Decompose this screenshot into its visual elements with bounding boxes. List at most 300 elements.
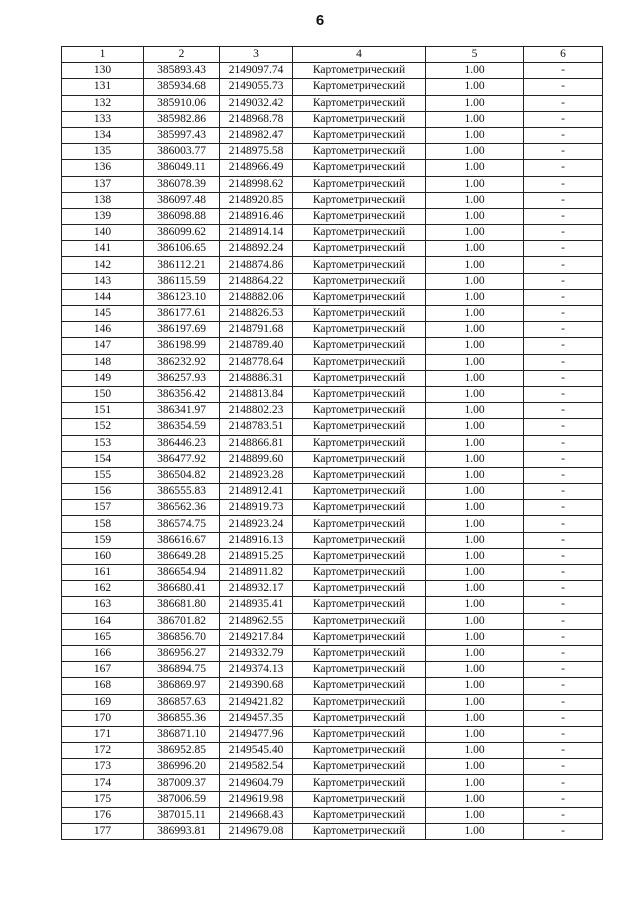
point-number-cell: 146 <box>62 322 144 338</box>
table-row <box>62 370 603 386</box>
point-number-cell: 142 <box>62 257 144 273</box>
table-row <box>62 192 603 208</box>
point-number-cell: 171 <box>62 726 144 742</box>
table-row <box>62 629 603 645</box>
method-cell: Картометрический <box>293 306 426 322</box>
accuracy-cell: 1.00 <box>426 354 524 370</box>
accuracy-cell: 1.00 <box>426 775 524 791</box>
accuracy-cell: 1.00 <box>426 79 524 95</box>
table-row <box>62 678 603 694</box>
point-number-cell: 158 <box>62 516 144 532</box>
method-cell: Картометрический <box>293 289 426 305</box>
note-cell: - <box>524 581 603 597</box>
accuracy-cell: 1.00 <box>426 807 524 823</box>
y-coordinate-cell: 2148975.58 <box>220 144 293 160</box>
x-coordinate-cell: 386356.42 <box>144 386 220 402</box>
point-number-cell: 164 <box>62 613 144 629</box>
point-number-cell: 159 <box>62 532 144 548</box>
accuracy-cell: 1.00 <box>426 338 524 354</box>
method-cell: Картометрический <box>293 176 426 192</box>
note-cell: - <box>524 678 603 694</box>
method-cell: Картометрический <box>293 386 426 402</box>
accuracy-cell: 1.00 <box>426 95 524 111</box>
point-number-cell: 173 <box>62 759 144 775</box>
method-cell: Картометрический <box>293 726 426 742</box>
column-header: 6 <box>524 47 603 63</box>
point-number-cell: 133 <box>62 111 144 127</box>
method-cell: Картометрический <box>293 144 426 160</box>
y-coordinate-cell: 2149217.84 <box>220 629 293 645</box>
method-cell: Картометрический <box>293 435 426 451</box>
accuracy-cell: 1.00 <box>426 548 524 564</box>
note-cell: - <box>524 160 603 176</box>
accuracy-cell: 1.00 <box>426 581 524 597</box>
note-cell: - <box>524 759 603 775</box>
y-coordinate-cell: 2148802.23 <box>220 403 293 419</box>
x-coordinate-cell: 386649.28 <box>144 548 220 564</box>
note-cell: - <box>524 127 603 143</box>
x-coordinate-cell: 386354.59 <box>144 419 220 435</box>
x-coordinate-cell: 386177.61 <box>144 306 220 322</box>
x-coordinate-cell: 386341.97 <box>144 403 220 419</box>
table-row <box>62 386 603 402</box>
note-cell: - <box>524 338 603 354</box>
point-number-cell: 143 <box>62 273 144 289</box>
note-cell: - <box>524 694 603 710</box>
method-cell: Картометрический <box>293 743 426 759</box>
coordinates-table <box>61 46 603 840</box>
note-cell: - <box>524 144 603 160</box>
method-cell: Картометрический <box>293 710 426 726</box>
table-row <box>62 726 603 742</box>
method-cell: Картометрический <box>293 111 426 127</box>
point-number-cell: 172 <box>62 743 144 759</box>
note-cell: - <box>524 532 603 548</box>
column-header: 3 <box>220 47 293 63</box>
method-cell: Картометрический <box>293 160 426 176</box>
table-row <box>62 176 603 192</box>
x-coordinate-cell: 386198.99 <box>144 338 220 354</box>
point-number-cell: 153 <box>62 435 144 451</box>
point-number-cell: 139 <box>62 208 144 224</box>
y-coordinate-cell: 2148982.47 <box>220 127 293 143</box>
y-coordinate-cell: 2148916.13 <box>220 532 293 548</box>
accuracy-cell: 1.00 <box>426 451 524 467</box>
method-cell: Картометрический <box>293 403 426 419</box>
point-number-cell: 135 <box>62 144 144 160</box>
table-row <box>62 710 603 726</box>
page-number: 6 <box>315 12 325 29</box>
accuracy-cell: 1.00 <box>426 225 524 241</box>
x-coordinate-cell: 387015.11 <box>144 807 220 823</box>
point-number-cell: 165 <box>62 629 144 645</box>
accuracy-cell: 1.00 <box>426 694 524 710</box>
method-cell: Картометрический <box>293 629 426 645</box>
note-cell: - <box>524 225 603 241</box>
y-coordinate-cell: 2149332.79 <box>220 645 293 661</box>
point-number-cell: 170 <box>62 710 144 726</box>
point-number-cell: 141 <box>62 241 144 257</box>
x-coordinate-cell: 386681.80 <box>144 597 220 613</box>
accuracy-cell: 1.00 <box>426 710 524 726</box>
note-cell: - <box>524 63 603 79</box>
method-cell: Картометрический <box>293 370 426 386</box>
table-row <box>62 791 603 807</box>
y-coordinate-cell: 2148789.40 <box>220 338 293 354</box>
note-cell: - <box>524 95 603 111</box>
method-cell: Картометрический <box>293 192 426 208</box>
note-cell: - <box>524 370 603 386</box>
method-cell: Картометрический <box>293 694 426 710</box>
x-coordinate-cell: 387009.37 <box>144 775 220 791</box>
y-coordinate-cell: 2149055.73 <box>220 79 293 95</box>
x-coordinate-cell: 386257.93 <box>144 370 220 386</box>
x-coordinate-cell: 386099.62 <box>144 225 220 241</box>
x-coordinate-cell: 386078.39 <box>144 176 220 192</box>
y-coordinate-cell: 2149679.08 <box>220 824 293 840</box>
accuracy-cell: 1.00 <box>426 208 524 224</box>
accuracy-cell: 1.00 <box>426 370 524 386</box>
method-cell: Картометрический <box>293 257 426 273</box>
note-cell: - <box>524 726 603 742</box>
x-coordinate-cell: 386446.23 <box>144 435 220 451</box>
point-number-cell: 137 <box>62 176 144 192</box>
accuracy-cell: 1.00 <box>426 192 524 208</box>
method-cell: Картометрический <box>293 759 426 775</box>
table-row <box>62 419 603 435</box>
accuracy-cell: 1.00 <box>426 127 524 143</box>
x-coordinate-cell: 386701.82 <box>144 613 220 629</box>
table-row <box>62 532 603 548</box>
note-cell: - <box>524 322 603 338</box>
method-cell: Картометрический <box>293 824 426 840</box>
y-coordinate-cell: 2148882.06 <box>220 289 293 305</box>
x-coordinate-cell: 386654.94 <box>144 565 220 581</box>
accuracy-cell: 1.00 <box>426 597 524 613</box>
x-coordinate-cell: 386097.48 <box>144 192 220 208</box>
method-cell: Картометрический <box>293 565 426 581</box>
y-coordinate-cell: 2149457.35 <box>220 710 293 726</box>
method-cell: Картометрический <box>293 63 426 79</box>
point-number-cell: 163 <box>62 597 144 613</box>
y-coordinate-cell: 2148923.24 <box>220 516 293 532</box>
y-coordinate-cell: 2148899.60 <box>220 451 293 467</box>
x-coordinate-cell: 386098.88 <box>144 208 220 224</box>
method-cell: Картометрический <box>293 791 426 807</box>
point-number-cell: 175 <box>62 791 144 807</box>
y-coordinate-cell: 2148874.86 <box>220 257 293 273</box>
note-cell: - <box>524 419 603 435</box>
accuracy-cell: 1.00 <box>426 613 524 629</box>
accuracy-cell: 1.00 <box>426 273 524 289</box>
method-cell: Картометрический <box>293 225 426 241</box>
note-cell: - <box>524 306 603 322</box>
table-row <box>62 662 603 678</box>
note-cell: - <box>524 354 603 370</box>
point-number-cell: 144 <box>62 289 144 305</box>
accuracy-cell: 1.00 <box>426 289 524 305</box>
table-row <box>62 289 603 305</box>
method-cell: Картометрический <box>293 532 426 548</box>
method-cell: Картометрический <box>293 613 426 629</box>
x-coordinate-cell: 387006.59 <box>144 791 220 807</box>
y-coordinate-cell: 2148778.64 <box>220 354 293 370</box>
x-coordinate-cell: 386574.75 <box>144 516 220 532</box>
accuracy-cell: 1.00 <box>426 743 524 759</box>
y-coordinate-cell: 2148923.28 <box>220 467 293 483</box>
table-row <box>62 257 603 273</box>
point-number-cell: 174 <box>62 775 144 791</box>
x-coordinate-cell: 386123.10 <box>144 289 220 305</box>
method-cell: Картометрический <box>293 354 426 370</box>
table-row <box>62 516 603 532</box>
method-cell: Картометрический <box>293 127 426 143</box>
x-coordinate-cell: 386562.36 <box>144 500 220 516</box>
method-cell: Картометрический <box>293 338 426 354</box>
y-coordinate-cell: 2148791.68 <box>220 322 293 338</box>
table-row <box>62 645 603 661</box>
note-cell: - <box>524 435 603 451</box>
accuracy-cell: 1.00 <box>426 306 524 322</box>
point-number-cell: 140 <box>62 225 144 241</box>
accuracy-cell: 1.00 <box>426 824 524 840</box>
point-number-cell: 157 <box>62 500 144 516</box>
point-number-cell: 134 <box>62 127 144 143</box>
y-coordinate-cell: 2148911.82 <box>220 565 293 581</box>
table-row <box>62 354 603 370</box>
accuracy-cell: 1.00 <box>426 419 524 435</box>
x-coordinate-cell: 386952.85 <box>144 743 220 759</box>
point-number-cell: 161 <box>62 565 144 581</box>
note-cell: - <box>524 565 603 581</box>
method-cell: Картометрический <box>293 451 426 467</box>
point-number-cell: 145 <box>62 306 144 322</box>
note-cell: - <box>524 386 603 402</box>
y-coordinate-cell: 2148892.24 <box>220 241 293 257</box>
note-cell: - <box>524 548 603 564</box>
accuracy-cell: 1.00 <box>426 500 524 516</box>
accuracy-cell: 1.00 <box>426 176 524 192</box>
note-cell: - <box>524 613 603 629</box>
accuracy-cell: 1.00 <box>426 484 524 500</box>
method-cell: Картометрический <box>293 79 426 95</box>
y-coordinate-cell: 2148866.81 <box>220 435 293 451</box>
x-coordinate-cell: 386555.83 <box>144 484 220 500</box>
y-coordinate-cell: 2148962.55 <box>220 613 293 629</box>
note-cell: - <box>524 775 603 791</box>
x-coordinate-cell: 386857.63 <box>144 694 220 710</box>
method-cell: Картометрический <box>293 484 426 500</box>
note-cell: - <box>524 597 603 613</box>
point-number-cell: 177 <box>62 824 144 840</box>
x-coordinate-cell: 386616.67 <box>144 532 220 548</box>
note-cell: - <box>524 629 603 645</box>
table-row <box>62 548 603 564</box>
x-coordinate-cell: 386993.81 <box>144 824 220 840</box>
y-coordinate-cell: 2148932.17 <box>220 581 293 597</box>
point-number-cell: 138 <box>62 192 144 208</box>
point-number-cell: 156 <box>62 484 144 500</box>
x-coordinate-cell: 386115.59 <box>144 273 220 289</box>
y-coordinate-cell: 2148915.25 <box>220 548 293 564</box>
accuracy-cell: 1.00 <box>426 565 524 581</box>
x-coordinate-cell: 386871.10 <box>144 726 220 742</box>
accuracy-cell: 1.00 <box>426 257 524 273</box>
y-coordinate-cell: 2149545.40 <box>220 743 293 759</box>
table-row <box>62 807 603 823</box>
point-number-cell: 176 <box>62 807 144 823</box>
x-coordinate-cell: 386232.92 <box>144 354 220 370</box>
point-number-cell: 136 <box>62 160 144 176</box>
column-header: 2 <box>144 47 220 63</box>
column-header: 1 <box>62 47 144 63</box>
note-cell: - <box>524 111 603 127</box>
y-coordinate-cell: 2148935.41 <box>220 597 293 613</box>
table-row <box>62 127 603 143</box>
column-header: 5 <box>426 47 524 63</box>
table-row <box>62 824 603 840</box>
y-coordinate-cell: 2148886.31 <box>220 370 293 386</box>
accuracy-cell: 1.00 <box>426 759 524 775</box>
x-coordinate-cell: 385982.86 <box>144 111 220 127</box>
accuracy-cell: 1.00 <box>426 160 524 176</box>
accuracy-cell: 1.00 <box>426 322 524 338</box>
note-cell: - <box>524 824 603 840</box>
accuracy-cell: 1.00 <box>426 403 524 419</box>
method-cell: Картометрический <box>293 678 426 694</box>
x-coordinate-cell: 386894.75 <box>144 662 220 678</box>
note-cell: - <box>524 484 603 500</box>
method-cell: Картометрический <box>293 241 426 257</box>
method-cell: Картометрический <box>293 807 426 823</box>
note-cell: - <box>524 807 603 823</box>
accuracy-cell: 1.00 <box>426 241 524 257</box>
accuracy-cell: 1.00 <box>426 386 524 402</box>
accuracy-cell: 1.00 <box>426 791 524 807</box>
x-coordinate-cell: 386477.92 <box>144 451 220 467</box>
note-cell: - <box>524 645 603 661</box>
x-coordinate-cell: 386869.97 <box>144 678 220 694</box>
method-cell: Картометрический <box>293 273 426 289</box>
accuracy-cell: 1.00 <box>426 435 524 451</box>
note-cell: - <box>524 241 603 257</box>
method-cell: Картометрический <box>293 645 426 661</box>
method-cell: Картометрический <box>293 662 426 678</box>
table-row <box>62 144 603 160</box>
x-coordinate-cell: 386197.69 <box>144 322 220 338</box>
note-cell: - <box>524 467 603 483</box>
accuracy-cell: 1.00 <box>426 467 524 483</box>
x-coordinate-cell: 386680.41 <box>144 581 220 597</box>
table-row <box>62 403 603 419</box>
y-coordinate-cell: 2149097.74 <box>220 63 293 79</box>
table-row <box>62 467 603 483</box>
note-cell: - <box>524 176 603 192</box>
method-cell: Картометрический <box>293 775 426 791</box>
table-row <box>62 743 603 759</box>
y-coordinate-cell: 2149374.13 <box>220 662 293 678</box>
note-cell: - <box>524 208 603 224</box>
note-cell: - <box>524 743 603 759</box>
y-coordinate-cell: 2149421.82 <box>220 694 293 710</box>
y-coordinate-cell: 2148919.73 <box>220 500 293 516</box>
accuracy-cell: 1.00 <box>426 629 524 645</box>
note-cell: - <box>524 289 603 305</box>
y-coordinate-cell: 2149390.68 <box>220 678 293 694</box>
x-coordinate-cell: 386996.20 <box>144 759 220 775</box>
method-cell: Картометрический <box>293 500 426 516</box>
table-row <box>62 160 603 176</box>
note-cell: - <box>524 710 603 726</box>
table-body <box>62 63 603 840</box>
table-row <box>62 79 603 95</box>
method-cell: Картометрический <box>293 467 426 483</box>
y-coordinate-cell: 2148998.62 <box>220 176 293 192</box>
accuracy-cell: 1.00 <box>426 144 524 160</box>
point-number-cell: 169 <box>62 694 144 710</box>
x-coordinate-cell: 386504.82 <box>144 467 220 483</box>
x-coordinate-cell: 385934.68 <box>144 79 220 95</box>
x-coordinate-cell: 386855.36 <box>144 710 220 726</box>
x-coordinate-cell: 386003.77 <box>144 144 220 160</box>
point-number-cell: 152 <box>62 419 144 435</box>
table-row <box>62 484 603 500</box>
x-coordinate-cell: 385910.06 <box>144 95 220 111</box>
note-cell: - <box>524 192 603 208</box>
point-number-cell: 130 <box>62 63 144 79</box>
table-row <box>62 338 603 354</box>
y-coordinate-cell: 2149032.42 <box>220 95 293 111</box>
y-coordinate-cell: 2148916.46 <box>220 208 293 224</box>
method-cell: Картометрический <box>293 95 426 111</box>
point-number-cell: 167 <box>62 662 144 678</box>
note-cell: - <box>524 516 603 532</box>
point-number-cell: 154 <box>62 451 144 467</box>
table-row <box>62 306 603 322</box>
table-row <box>62 775 603 791</box>
accuracy-cell: 1.00 <box>426 63 524 79</box>
point-number-cell: 162 <box>62 581 144 597</box>
accuracy-cell: 1.00 <box>426 662 524 678</box>
y-coordinate-cell: 2148914.14 <box>220 225 293 241</box>
x-coordinate-cell: 385893.43 <box>144 63 220 79</box>
accuracy-cell: 1.00 <box>426 516 524 532</box>
y-coordinate-cell: 2149477.96 <box>220 726 293 742</box>
table-row <box>62 273 603 289</box>
table-row <box>62 95 603 111</box>
point-number-cell: 155 <box>62 467 144 483</box>
x-coordinate-cell: 386956.27 <box>144 645 220 661</box>
y-coordinate-cell: 2148864.22 <box>220 273 293 289</box>
table-row <box>62 581 603 597</box>
accuracy-cell: 1.00 <box>426 726 524 742</box>
note-cell: - <box>524 500 603 516</box>
y-coordinate-cell: 2148968.78 <box>220 111 293 127</box>
table-row <box>62 500 603 516</box>
accuracy-cell: 1.00 <box>426 532 524 548</box>
y-coordinate-cell: 2148826.53 <box>220 306 293 322</box>
y-coordinate-cell: 2148912.41 <box>220 484 293 500</box>
y-coordinate-cell: 2149604.79 <box>220 775 293 791</box>
point-number-cell: 151 <box>62 403 144 419</box>
point-number-cell: 168 <box>62 678 144 694</box>
x-coordinate-cell: 386049.11 <box>144 160 220 176</box>
point-number-cell: 150 <box>62 386 144 402</box>
method-cell: Картометрический <box>293 419 426 435</box>
accuracy-cell: 1.00 <box>426 111 524 127</box>
note-cell: - <box>524 257 603 273</box>
table-row <box>62 565 603 581</box>
